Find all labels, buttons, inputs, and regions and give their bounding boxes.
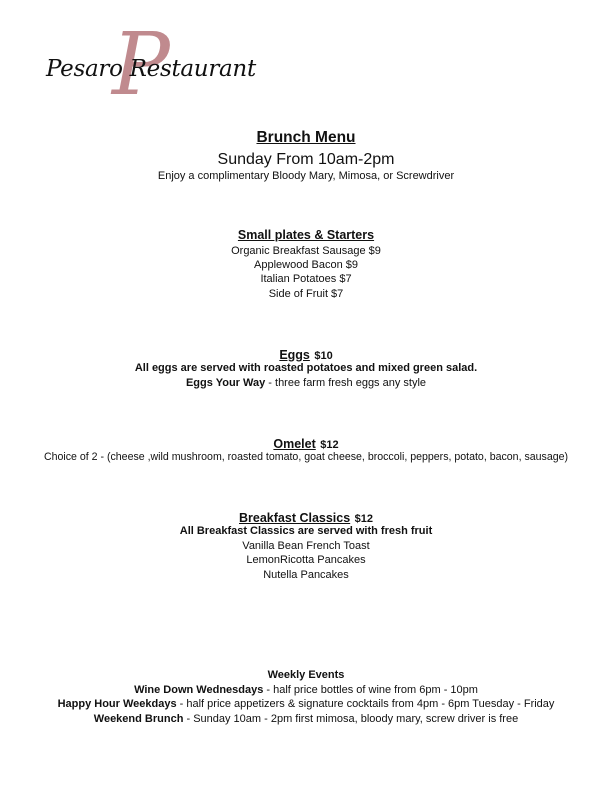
- menu-item: Applewood Bacon $9: [254, 259, 358, 271]
- menu-item: LemonRicotta Pancakes: [246, 554, 366, 566]
- eggs-item-desc: - three farm fresh eggs any style: [265, 377, 427, 389]
- logo-monogram: P: [112, 15, 170, 115]
- menu-item: Organic Breakfast Sausage $9: [231, 245, 381, 257]
- event-item: [0, 713, 612, 725]
- eggs-item-line: [0, 377, 612, 389]
- eggs-price: $10: [314, 350, 333, 362]
- logo-wordmark: Pesaro Restaurant: [46, 56, 256, 82]
- eggs-heading: Eggs: [279, 348, 310, 362]
- menu-item: Nutella Pancakes: [263, 569, 349, 581]
- menu-item: Side of Fruit $7: [268, 288, 344, 300]
- weekly-events-heading: Weekly Events: [267, 669, 345, 681]
- event-item: [0, 698, 612, 710]
- classics-heading: Breakfast Classics: [239, 511, 351, 525]
- event-desc: - half price bottles of wine from 6pm - 10pm: [263, 684, 478, 696]
- eggs-item-name: Eggs Your Way: [185, 377, 266, 389]
- event-item: [0, 684, 612, 696]
- omelet-desc: Choice of 2 - (cheese ,wild mushroom, roasted tomato, goat cheese, broccoli, peppers, potato, bacon, sausage): [43, 451, 569, 463]
- classics-price: $12: [354, 513, 373, 525]
- complimentary-drink-note: Enjoy a complimentary Bloody Mary, Mimosa, or Screwdriver: [157, 170, 455, 182]
- menu-subtitle: Sunday From 10am-2pm: [217, 151, 395, 168]
- restaurant-logo: [42, 15, 256, 115]
- small-plates-heading: Small plates & Starters: [237, 228, 375, 242]
- menu-item: Italian Potatoes $7: [260, 273, 352, 285]
- menu-title: Brunch Menu: [256, 129, 356, 146]
- event-name: Happy Hour Weekdays: [57, 698, 177, 710]
- event-name: Weekend Brunch: [93, 713, 184, 725]
- classics-note: All Breakfast Classics are served with fresh fruit: [179, 525, 433, 537]
- omelet-price: $12: [320, 439, 339, 451]
- event-name: Wine Down Wednesdays: [134, 684, 264, 696]
- event-desc: - Sunday 10am - 2pm first mimosa, bloody mary, screw driver is free: [183, 713, 519, 725]
- omelet-heading: Omelet: [273, 437, 316, 451]
- menu-item: Vanilla Bean French Toast: [242, 540, 370, 552]
- event-desc: - half price appetizers & signature cocktails from 4pm - 6pm Tuesday - Friday: [176, 698, 555, 710]
- eggs-note: All eggs are served with roasted potatoes and mixed green salad.: [134, 362, 478, 374]
